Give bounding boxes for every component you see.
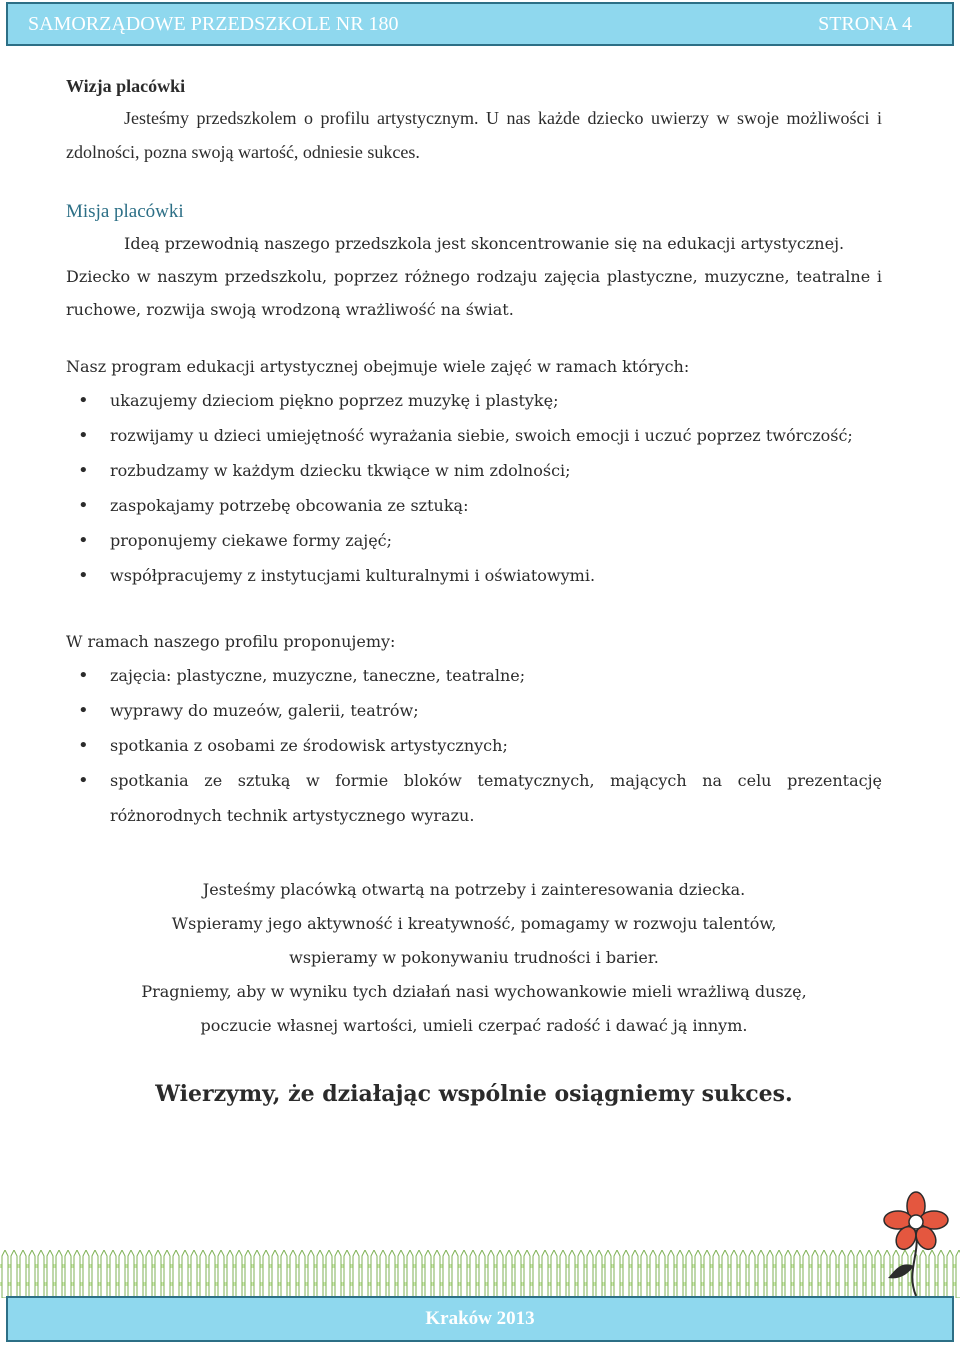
- fence-picket: [758, 1250, 764, 1298]
- program-list: [66, 383, 882, 593]
- fence-picket: [506, 1250, 512, 1298]
- statement-line: wspieramy w pokonywaniu trudności i barier.: [289, 948, 659, 967]
- fence-picket: [632, 1250, 638, 1298]
- fence-picket: [812, 1250, 818, 1298]
- fence-picket: [650, 1250, 656, 1298]
- fence-picket: [857, 1250, 863, 1298]
- page-footer: [6, 1296, 954, 1342]
- fence-picket: [668, 1250, 674, 1298]
- fence-picket: [542, 1250, 548, 1298]
- profile-intro: W ramach naszego profilu proponujemy:: [66, 632, 396, 651]
- page-number: STRONA 4: [818, 12, 912, 35]
- fence-picket: [209, 1250, 215, 1298]
- fence-picket: [830, 1250, 836, 1298]
- fence-picket: [695, 1250, 701, 1298]
- fence-picket: [740, 1250, 746, 1298]
- fence-picket: [587, 1250, 593, 1298]
- statement-line: Pragniemy, aby w wyniku tych działań nasi wychowankowie mieli wrażliwą duszę,: [141, 982, 807, 1001]
- fence-picket: [686, 1250, 692, 1298]
- page-header: [6, 2, 954, 46]
- fence-picket: [569, 1250, 575, 1298]
- profile-list: [66, 658, 882, 833]
- fence-picket: [524, 1250, 530, 1298]
- fence-picket: [299, 1250, 305, 1298]
- fence-picket: [173, 1250, 179, 1298]
- fence-picket: [794, 1250, 800, 1298]
- fence-picket: [452, 1250, 458, 1298]
- fence-picket: [2, 1250, 8, 1298]
- fence-picket: [47, 1250, 53, 1298]
- fence-picket: [677, 1250, 683, 1298]
- header-title: SAMORZĄDOWE PRZEDSZKOLE NR 180: [28, 12, 399, 35]
- fence-picket: [398, 1250, 404, 1298]
- list-item: • rozbudzamy w każdym dziecku tkwiące w nim zdolności;: [66, 453, 882, 488]
- list-item: • spotkania z osobami ze środowisk artystycznych;: [66, 728, 882, 763]
- fence-picket: [605, 1250, 611, 1298]
- fence-picket: [191, 1250, 197, 1298]
- fence-picket: [29, 1250, 35, 1298]
- vision-text: Jesteśmy przedszkolem o profilu artystycznym. U nas każde dziecko uwierzy w swoje możliwości i zdolności, pozna swoją wartość, odniesie sukces.: [66, 108, 882, 162]
- fence-picket: [281, 1250, 287, 1298]
- list-item: • rozwijamy u dzieci umiejętność wyrażania siebie, swoich emocji i uczuć poprzez twórczość;: [66, 418, 882, 453]
- fence-picket: [20, 1250, 26, 1298]
- fence-picket: [578, 1250, 584, 1298]
- closing-statement: Wierzymy, że działając wspólnie osiągniemy sukces.: [155, 1081, 793, 1107]
- list-item: • wyprawy do muzeów, galerii, teatrów;: [66, 693, 882, 728]
- fence-picket: [344, 1250, 350, 1298]
- fence-picket: [128, 1250, 134, 1298]
- fence-picket: [155, 1250, 161, 1298]
- fence-picket: [470, 1250, 476, 1298]
- fence-picket: [182, 1250, 188, 1298]
- fence-picket: [119, 1250, 125, 1298]
- fence-picket: [110, 1250, 116, 1298]
- fence-picket: [263, 1250, 269, 1298]
- fence-picket: [713, 1250, 719, 1298]
- fence-picket: [596, 1250, 602, 1298]
- mission-heading: Misja placówki: [66, 201, 184, 222]
- fence-picket: [380, 1250, 386, 1298]
- fence-picket: [164, 1250, 170, 1298]
- program-intro: Nasz program edukacji artystycznej obejmuje wiele zajęć w ramach których:: [66, 357, 690, 376]
- fence-picket: [83, 1250, 89, 1298]
- fence-picket: [326, 1250, 332, 1298]
- fence-picket: [137, 1250, 143, 1298]
- fence-picket: [317, 1250, 323, 1298]
- fence-picket: [218, 1250, 224, 1298]
- fence-picket: [704, 1250, 710, 1298]
- list-item: • proponujemy ciekawe formy zajęć;: [66, 523, 882, 558]
- fence-picket: [866, 1250, 872, 1298]
- fence-picket: [776, 1250, 782, 1298]
- fence-picket: [443, 1250, 449, 1298]
- footer-text: Kraków 2013: [425, 1308, 535, 1329]
- fence-picket: [767, 1250, 773, 1298]
- fence-picket: [308, 1250, 314, 1298]
- fence-picket: [722, 1250, 728, 1298]
- fence-picket: [407, 1250, 413, 1298]
- statement-line: Wspieramy jego aktywność i kreatywność, pomagamy w rozwoju talentów,: [171, 914, 777, 933]
- fence-picket: [272, 1250, 278, 1298]
- fence-picket: [146, 1250, 152, 1298]
- fence-picket: [461, 1250, 467, 1298]
- fence-decoration: [0, 1250, 960, 1298]
- statement-line: poczucie własnej wartości, umieli czerpać radość i dawać ją innym.: [200, 1016, 748, 1035]
- document-body: [66, 76, 882, 1129]
- list-item: • spotkania ze sztuką w formie bloków tematycznych, mających na celu prezentację różnorodnych technik artystycznego wyrazu.: [66, 763, 882, 833]
- fence-picket: [254, 1250, 260, 1298]
- fence-picket: [956, 1250, 960, 1298]
- fence-picket: [551, 1250, 557, 1298]
- fence-picket: [227, 1250, 233, 1298]
- list-item: • ukazujemy dzieciom piękno poprzez muzykę i plastykę;: [66, 383, 882, 418]
- fence-picket: [38, 1250, 44, 1298]
- list-item: • współpracujemy z instytucjami kulturalnymi i oświatowymi.: [66, 558, 882, 593]
- fence-picket: [488, 1250, 494, 1298]
- fence-picket: [803, 1250, 809, 1298]
- fence-picket: [362, 1250, 368, 1298]
- fence-picket: [560, 1250, 566, 1298]
- fence-picket: [479, 1250, 485, 1298]
- fence-picket: [290, 1250, 296, 1298]
- fence-picket: [245, 1250, 251, 1298]
- fence-picket: [614, 1250, 620, 1298]
- flower-icon: [876, 1186, 956, 1296]
- mission-text-2: Dziecko w naszym przedszkolu, poprzez różnego rodzaju zajęcia plastyczne, muzyczne, teatralne i ruchowe, rozwija swoją wrodzoną wrażliwość na świat.: [66, 267, 882, 319]
- fence-picket: [200, 1250, 206, 1298]
- list-item: • zajęcia: plastyczne, muzyczne, taneczne, teatralne;: [66, 658, 882, 693]
- fence-picket: [497, 1250, 503, 1298]
- statement-line: Jesteśmy placówką otwartą na potrzeby i zainteresowania dziecka.: [202, 880, 746, 899]
- fence-picket: [65, 1250, 71, 1298]
- fence-picket: [848, 1250, 854, 1298]
- fence-picket: [731, 1250, 737, 1298]
- fence-picket: [389, 1250, 395, 1298]
- fence-picket: [353, 1250, 359, 1298]
- fence-picket: [515, 1250, 521, 1298]
- fence-picket: [749, 1250, 755, 1298]
- fence-picket: [641, 1250, 647, 1298]
- list-item: • zaspokajamy potrzebę obcowania ze sztuką:: [66, 488, 882, 523]
- fence-picket: [659, 1250, 665, 1298]
- fence-picket: [839, 1250, 845, 1298]
- mission-text-1: Ideą przewodnią naszego przedszkola jest skoncentrowanie się na edukacji artystycznej.: [124, 234, 845, 253]
- fence-picket: [821, 1250, 827, 1298]
- fence-picket: [101, 1250, 107, 1298]
- fence-picket: [74, 1250, 80, 1298]
- fence-picket: [56, 1250, 62, 1298]
- fence-picket: [623, 1250, 629, 1298]
- statement-block: [66, 873, 882, 1043]
- fence-picket: [533, 1250, 539, 1298]
- fence-picket: [335, 1250, 341, 1298]
- fence-picket: [434, 1250, 440, 1298]
- fence-picket: [11, 1250, 17, 1298]
- fence-picket: [92, 1250, 98, 1298]
- vision-heading: Wizja placówki: [66, 76, 186, 96]
- fence-picket: [785, 1250, 791, 1298]
- fence-picket: [236, 1250, 242, 1298]
- fence-picket: [416, 1250, 422, 1298]
- fence-picket: [371, 1250, 377, 1298]
- fence-picket: [425, 1250, 431, 1298]
